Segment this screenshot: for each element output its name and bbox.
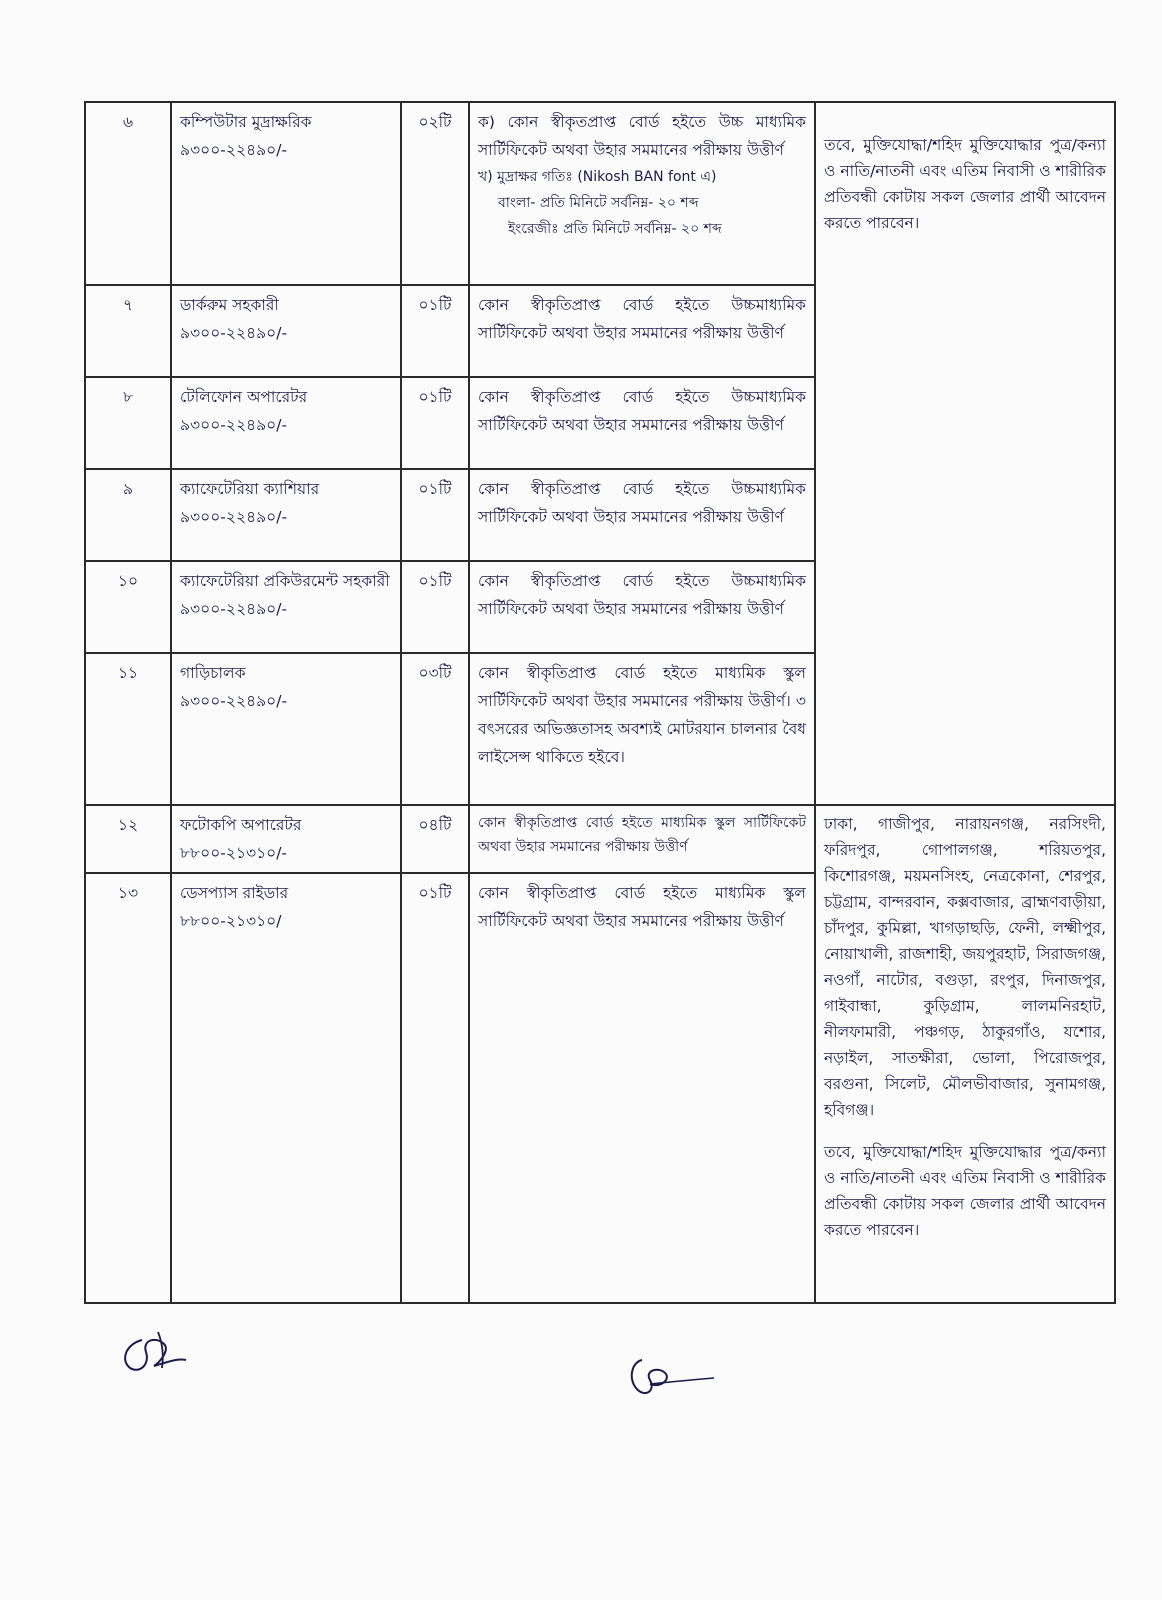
post-count: ০১টি	[401, 285, 469, 377]
post-name: ফটোকপি অপারেটর	[180, 816, 302, 834]
qualification-text: কোন স্বীকৃতিপ্রাপ্ত বোর্ড হইতে উচ্চমাধ্যমিক সার্টিফিকেট অথবা উহার সমমানের পরীক্ষায় উত্তীর্ণ	[469, 285, 815, 377]
post-count: ০১টি	[401, 561, 469, 653]
pay-scale: ৯৩০০-২২৪৯০/-	[180, 141, 288, 159]
post-name: ডার্করুম সহকারী	[180, 296, 279, 314]
qualification-text: কোন স্বীকৃতিপ্রাপ্ত বোর্ড হইতে মাধ্যমিক স্কুল সার্টিফিকেট অথবা উহার সমমানের পরীক্ষায় উত্তীর্ণ	[469, 805, 815, 873]
pay-scale: ৮৮০০-২১৩১০/-	[180, 844, 288, 862]
post-count: ০১টি	[401, 873, 469, 1303]
serial-cell: ৯	[85, 469, 171, 561]
post-cell	[171, 469, 401, 561]
pay-scale: ৮৮০০-২১৩১০/	[180, 912, 282, 930]
serial-cell: ১১	[85, 653, 171, 805]
typing-speed-bangla: বাংলা- প্রতি মিনিটে সর্বনিম্ন- ২০ শব্দ	[498, 195, 699, 211]
qualification-text: কোন স্বীকৃতিপ্রাপ্ত বোর্ড হইতে মাধ্যমিক স্কুল সার্টিফিকেট অথবা উহার সমমানের পরীক্ষায় উত্তীর্ণ। ৩ বৎসরের অভিজ্ঞতাসহ অবশ্যই মোটরযান চালনার বৈধ লাইসেন্স থাকিতে হইবে।	[469, 653, 815, 805]
post-name: গাড়িচালক	[180, 664, 246, 682]
signature-right-icon	[620, 1348, 720, 1404]
pay-scale: ৯৩০০-২২৪৯০/-	[180, 600, 288, 618]
post-cell	[171, 377, 401, 469]
qualification-text: ক) কোন স্বীকৃতপ্রাপ্ত বোর্ড হইতে উচ্চ মাধ্যমিক সার্টিফিকেট অথবা উহার সমমানের পরীক্ষায় উত্তীর্ণ	[478, 113, 806, 159]
table-row	[85, 805, 1115, 873]
pay-scale: ৯৩০০-২২৪৯০/-	[180, 508, 288, 526]
serial-cell: ৭	[85, 285, 171, 377]
quota-note: তবে, মুক্তিযোদ্ধা/শহিদ মুক্তিযোদ্ধার পুত্র/কন্যা ও নাতি/নাতনী এবং এতিম নিবাসী ও শারীরিক প্রতিবন্ধী কোটায় সকল জেলার প্রার্থী আবেদন করতে পারবেন।	[824, 1143, 1106, 1239]
post-cell	[171, 285, 401, 377]
post-count: ০৪টি	[401, 805, 469, 873]
post-cell	[171, 561, 401, 653]
post-cell	[171, 102, 401, 285]
qualification-text: কোন স্বীকৃতিপ্রাপ্ত বোর্ড হইতে উচ্চমাধ্যমিক সার্টিফিকেট অথবা উহার সমমানের পরীক্ষায় উত্তীর্ণ	[469, 561, 815, 653]
district-cell-all	[815, 102, 1115, 805]
post-name: ডেসপ্যাস রাইডার	[180, 884, 289, 902]
serial-cell: ৮	[85, 377, 171, 469]
serial-cell: ৬	[85, 102, 171, 285]
serial-cell: ১০	[85, 561, 171, 653]
post-cell	[171, 653, 401, 805]
post-cell	[171, 805, 401, 873]
qualification-cell	[469, 102, 815, 285]
qualification-text: কোন স্বীকৃতিপ্রাপ্ত বোর্ড হইতে উচ্চমাধ্যমিক সার্টিফিকেট অথবা উহার সমমানের পরীক্ষায় উত্তীর্ণ	[469, 377, 815, 469]
table-row	[85, 102, 1115, 285]
post-count: ০১টি	[401, 377, 469, 469]
district-list: ঢাকা, গাজীপুর, নারায়নগঞ্জ, নরসিংদী, ফরিদপুর, গোপালগঞ্জ, শরিয়তপুর, কিশোরগঞ্জ, ময়মনসিংহ, নেত্রকোনা, শেরপুর, চট্টগ্রাম, বান্দরবান, কক্সবাজার, ব্রাহ্মণবাড়ীয়া, চাঁদপুর, কুমিল্লা, খাগড়াছড়ি, ফেনী, লক্ষ্মীপুর, নোয়াখালী, রাজশাহী, জয়পুরহাট, সিরাজগঞ্জ, নওগাঁ, নাটোর, বগুড়া, রংপুর, দিনাজপুর, গাইবান্ধা, কুড়িগ্রাম, লালমনিরহাট, নীলফামারী, পঞ্চগড়, ঠাকুরগাঁও, যশোর, নড়াইল, সাতক্ষীরা, ভোলা, পিরোজপুর, বরগুনা, সিলেট, মৌলভীবাজার, সুনামগঞ্জ, হবিগঞ্জ।	[824, 815, 1106, 1119]
post-name: টেলিফোন অপারেটর	[180, 388, 308, 406]
qualification-text: কোন স্বীকৃতিপ্রাপ্ত বোর্ড হইতে উচ্চমাধ্যমিক সার্টিফিকেট অথবা উহার সমমানের পরীক্ষায় উত্তীর্ণ	[469, 469, 815, 561]
typing-speed-english: ইংরেজীঃ প্রতি মিনিটে সর্বনিম্ন- ২০ শব্দ	[508, 221, 722, 237]
qualification-text: কোন স্বীকৃতিপ্রাপ্ত বোর্ড হইতে মাধ্যমিক স্কুল সার্টিফিকেট অথবা উহার সমমানের পরীক্ষায় উত্তীর্ণ	[469, 873, 815, 1303]
vacancy-table	[84, 101, 1116, 1304]
post-count: ০১টি	[401, 469, 469, 561]
post-count: ০২টি	[401, 102, 469, 285]
signature-left-icon	[112, 1318, 212, 1384]
pay-scale: ৯৩০০-২২৪৯০/-	[180, 416, 288, 434]
post-name: ক্যাফেটেরিয়া প্রকিউরমেন্ট সহকারী	[180, 572, 390, 590]
pay-scale: ৯৩০০-২২৪৯০/-	[180, 692, 288, 710]
post-name: কম্পিউটার মুদ্রাক্ষরিক	[180, 113, 312, 131]
post-name: ক্যাফেটেরিয়া ক্যাশিয়ার	[180, 480, 320, 498]
quota-note: তবে, মুক্তিযোদ্ধা/শহিদ মুক্তিযোদ্ধার পুত্র/কন্যা ও নাতি/নাতনী এবং এতিম নিবাসী ও শারীরিক প্রতিবন্ধী কোটায় সকল জেলার প্রার্থী আবেদন করতে পারবেন।	[824, 136, 1106, 232]
serial-cell: ১২	[85, 805, 171, 873]
typing-speed-heading: খ) মুদ্রাক্ষর গতিঃ (Nikosh BAN font এ)	[478, 169, 717, 185]
pay-scale: ৯৩০০-২২৪৯০/-	[180, 324, 288, 342]
district-cell-selected	[815, 805, 1115, 1303]
post-count: ০৩টি	[401, 653, 469, 805]
serial-cell: ১৩	[85, 873, 171, 1303]
post-cell	[171, 873, 401, 1303]
